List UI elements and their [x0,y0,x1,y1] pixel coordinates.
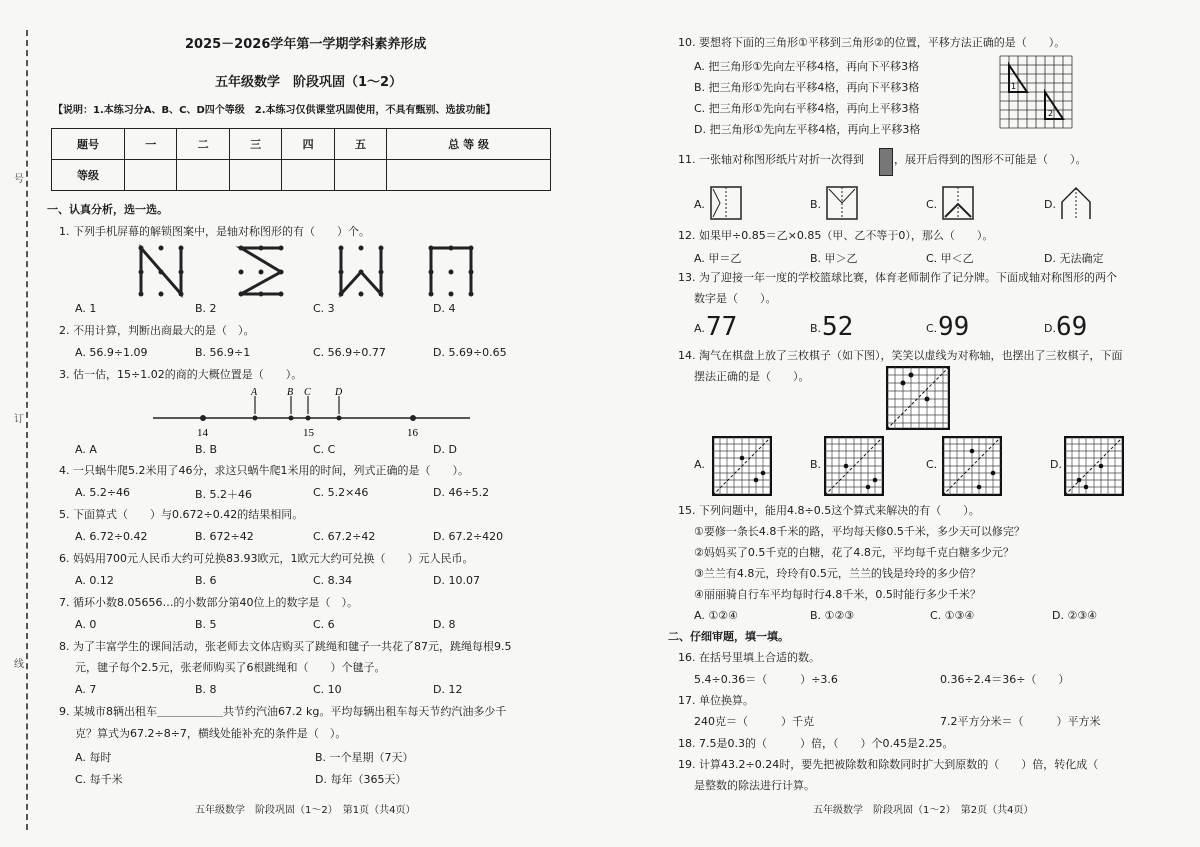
q8-option-b[interactable]: B. 8 [195,683,217,696]
q7-option-b[interactable]: B. 5 [195,618,217,631]
exam-subtitle: 五年级数学 阶段巩固（1～2） [215,75,403,90]
q3-option-a[interactable]: A. A [75,443,97,456]
q13-option-a[interactable]: A. [694,322,705,335]
grade-cell[interactable] [282,160,334,191]
q14-option-b[interactable]: B. [810,458,822,471]
q17-equation-2[interactable]: 7.2平方分米＝（ ）平方米 [940,715,1101,728]
q15-option-d[interactable]: D. ②③④ [1052,609,1098,622]
binding-mark-2: 订 [14,414,24,425]
q10-option-d[interactable]: D. 把三角形①先向左平移4格，再向上平移3格 [694,123,921,136]
q11-shape-c [942,186,974,220]
q16-text: 16. 在括号里填上合适的数。 [678,651,820,664]
q13-number-a: 77 [706,312,738,342]
q19-text-line2: 是整数的除法进行计算。 [694,779,815,792]
q3-number-line [145,386,475,440]
page-2-footer: 五年级数学 阶段巩固（1～2） 第2页（共4页） [813,805,1034,816]
grade-header-cell: 总 等 级 [387,129,551,160]
q4-option-c[interactable]: C. 5.2×46 [313,486,369,499]
q11-folded-shape [879,148,893,176]
q11-shape-d [1060,186,1092,220]
q7-option-c[interactable]: C. 6 [313,618,335,631]
q10-triangle-1-label: 1 [1011,82,1017,91]
q1-unlock-patterns [133,242,503,300]
q5-text: 5. 下面算式（ ）与0.672÷0.42的结果相同。 [59,508,304,521]
q2-text: 2. 不用计算，判断出商最大的是（ ）。 [59,324,255,337]
q17-equation-1[interactable]: 240克＝（ ）千克 [694,715,814,728]
q15-option-c[interactable]: C. ①③④ [930,609,975,622]
q14-chessboard-original [886,366,950,430]
q10-option-a[interactable]: A. 把三角形①先向左平移4格，再向下平移3格 [694,60,920,73]
grade-header-cell: 四 [282,129,334,160]
q13-option-c[interactable]: C. [926,322,938,335]
q11-option-c[interactable]: C. [926,198,938,211]
q8-text-line1: 8. 为了丰富学生的课间活动，张老师去文体店购买了跳绳和毽子一共花了87元，跳绳每根9.5 [59,640,512,653]
q13-text-line1: 13. 为了迎接一年一度的学校篮球比赛，体育老师制作了记分牌。下面成轴对称图形的两个 [678,271,1117,284]
q3-tick-16: 16 [407,427,418,439]
right-page [668,0,1188,847]
q3-option-d[interactable]: D. D [433,443,457,456]
q6-option-d[interactable]: D. 10.07 [433,574,480,587]
q14-option-a[interactable]: A. [694,458,705,471]
page-1-footer: 五年级数学 阶段巩固（1～2） 第1页（共4页） [195,805,416,816]
q14-chessboard-c [942,436,1002,496]
binding-mark-1: 号 [14,174,24,185]
q3-point-a: A [251,387,258,398]
q12-option-d[interactable]: D. 无法确定 [1044,252,1104,265]
q9-text-line2: 克？算式为67.2÷8÷7，横线处能补充的条件是（ ）。 [75,727,347,740]
q18-text[interactable]: 18. 7.5是0.3的（ ）倍，（ ）个0.45是2.25。 [678,737,954,750]
q15-option-a[interactable]: A. ①②④ [694,609,738,622]
q10-text: 10. 要想将下面的三角形①平移到三角形②的位置，平移方法正确的是（ ）。 [678,36,1066,49]
q11-option-a[interactable]: A. [694,198,705,211]
q1-option-d[interactable]: D. 4 [433,302,456,315]
q13-option-d[interactable]: D. [1044,322,1056,335]
q8-option-c[interactable]: C. 10 [313,683,342,696]
left-page [45,0,585,847]
section-2-heading: 二、仔细审题，填一填。 [668,630,789,643]
q19-text-line1[interactable]: 19. 计算43.2÷0.24时，要先把被除数和除数同时扩大到原数的（ ）倍，转化成（ [678,758,1099,771]
binding-line [26,30,29,830]
q10-translation-grid [998,54,1076,132]
q11-text-b: ，展开后得到的图形不可能是（ ）。 [894,153,1087,166]
q10-option-b[interactable]: B. 把三角形①先向右平移4格，再向下平移3格 [694,81,920,94]
grade-cell[interactable] [387,160,551,191]
grade-cell[interactable] [125,160,177,191]
q9-text-line1: 9. 某城市8辆出租车＿＿＿＿＿＿共节约汽油67.2 kg。平均每辆出租车每天节约汽油多少千 [59,705,507,718]
q4-text: 4. 一只蜗牛爬5.2米用了46分，求这只蜗牛爬1米用的时间，列式正确的是（ ）。 [59,464,469,477]
grade-row-label: 等级 [52,160,125,191]
q11-shape-b [826,186,858,220]
grade-cell[interactable] [334,160,386,191]
q6-text: 6. 妈妈用700元人民币大约可兑换83.93欧元，1欧元大约可兑换（ ）元人民币。 [59,552,474,565]
grade-header-cell: 一 [125,129,177,160]
q15-item-1: ①要修一条长4.8千米的路，平均每天修0.5千米，多少天可以修完？ [694,525,1025,538]
q7-text: 7. 循环小数8.05656…的小数部分第40位上的数字是（ ）。 [59,596,358,609]
q5-option-c[interactable]: C. 67.2÷42 [313,530,376,543]
grade-header-cell: 题号 [52,129,125,160]
q3-tick-14: 14 [197,427,208,439]
q4-option-d[interactable]: D. 46÷5.2 [433,486,490,499]
q16-equation-1[interactable]: 5.4÷0.36＝（ ）÷3.6 [694,673,838,686]
grade-table-row [52,160,551,191]
q1-option-c[interactable]: C. 3 [313,302,335,315]
q5-option-d[interactable]: D. 67.2÷420 [433,530,504,543]
q6-option-b[interactable]: B. 6 [195,574,217,587]
q8-option-a[interactable]: A. 7 [75,683,97,696]
q4-option-a[interactable]: A. 5.2÷46 [75,486,131,499]
q15-item-2: ②妈妈买了0.5千克的白糖，花了4.8元，平均每千克白糖多少元？ [694,546,1014,559]
q12-option-c[interactable]: C. 甲＜乙 [926,252,974,265]
q11-option-b[interactable]: B. [810,198,822,211]
q13-number-c: 99 [938,312,970,342]
q12-text: 12. 如果甲÷0.85＝乙×0.85（甲、乙不等于0），那么（ ）。 [678,229,994,242]
q2-option-d[interactable]: D. 5.69÷0.65 [433,346,507,359]
grade-header-cell: 三 [229,129,281,160]
q12-option-b[interactable]: B. 甲＞乙 [810,252,858,265]
q7-option-a[interactable]: A. 0 [75,618,97,631]
q10-triangle-2-label: 2 [1048,109,1054,118]
q13-text-line2: 数字是（ ）。 [694,292,777,305]
q7-option-d[interactable]: D. 8 [433,618,456,631]
q3-point-d: D [335,387,343,398]
q15-item-4: ④丽丽骑自行车平均每时行4.8千米，0.5时能行多少千米？ [694,588,981,601]
q2-option-c[interactable]: C. 56.9÷0.77 [313,346,386,359]
q15-option-b[interactable]: B. ①②③ [810,609,855,622]
grade-header-cell: 二 [177,129,229,160]
q13-number-b: 52 [822,312,854,342]
q1-option-b[interactable]: B. 2 [195,302,217,315]
q10-option-c[interactable]: C. 把三角形①先向右平移4格，再向上平移3格 [694,102,920,115]
q16-equation-2[interactable]: 0.36÷2.4＝36÷（ ） [940,673,1070,686]
q1-option-a[interactable]: A. 1 [75,302,97,315]
q9-option-b[interactable]: B. 一个星期（7天） [315,751,414,764]
q12-option-a[interactable]: A. 甲＝乙 [694,252,742,265]
q11-shape-a [710,186,742,220]
q15-text: 15. 下列问题中，能用4.8÷0.5这个算式来解决的有（ ）。 [678,504,980,517]
q14-text-line1: 14. 淘气在棋盘上放了三枚棋子（如下图），笑笑以虚线为对称轴，也摆出了三枚棋子，下面 [678,349,1123,362]
q3-point-c: C [304,387,311,398]
exam-note: 【说明：1.本练习分A、B、C、D四个等级 2.本练习仅供课堂巩固使用，不具有甄别、选拔功能】 [53,105,496,116]
q3-option-c[interactable]: C. C [313,443,336,456]
q2-option-a[interactable]: A. 56.9÷1.09 [75,346,148,359]
q6-option-a[interactable]: A. 0.12 [75,574,114,587]
binding-mark-3: 线 [14,659,24,670]
q11-option-d[interactable]: D. [1044,198,1056,211]
grade-cell[interactable] [177,160,229,191]
q9-option-c[interactable]: C. 每千米 [75,773,123,786]
q14-option-c[interactable]: C. [926,458,938,471]
q3-text: 3. 估一估，15÷1.02的商的大概位置是（ ）。 [59,368,303,381]
q14-chessboard-d [1064,436,1124,496]
grade-table [51,128,551,191]
q17-text: 17. 单位换算。 [678,694,754,707]
q4-option-b[interactable]: B. 5.2＋46 [195,488,253,501]
q1-text: 1. 下列手机屏幕的解锁图案中，是轴对称图形的有（ ）个。 [59,225,370,238]
q14-option-d[interactable]: D. [1050,458,1062,471]
exam-title: 2025－2026学年第一学期学科素养形成 [185,37,427,52]
q15-item-3: ③兰兰有4.8元，玲玲有0.5元，兰兰的钱是玲玲的多少倍？ [694,567,981,580]
q5-option-a[interactable]: A. 6.72÷0.42 [75,530,148,543]
q8-option-d[interactable]: D. 12 [433,683,463,696]
q13-number-d: 69 [1056,312,1088,342]
q14-chessboard-b [824,436,884,496]
q3-point-b: B [287,387,294,398]
grade-cell[interactable] [229,160,281,191]
q3-option-b[interactable]: B. B [195,443,218,456]
grade-header-cell: 五 [334,129,386,160]
q5-option-b[interactable]: B. 672÷42 [195,530,254,543]
q6-option-c[interactable]: C. 8.34 [313,574,353,587]
q14-chessboard-a [712,436,772,496]
q3-tick-15: 15 [303,427,314,439]
q8-text-line2: 元，毽子每个2.5元，张老师购买了6根跳绳和（ ）个毽子。 [75,661,386,674]
q11-text-a: 11. 一张轴对称图形纸片对折一次得到 [678,153,864,166]
q13-option-b[interactable]: B. [810,322,822,335]
q14-text-line2: 摆法正确的是（ ）。 [694,370,810,383]
q9-option-d[interactable]: D. 每年（365天） [315,773,407,786]
section-1-heading: 一、认真分析，选一选。 [47,203,168,216]
q9-option-a[interactable]: A. 每时 [75,751,112,764]
grade-table-header-row [52,129,551,160]
q2-option-b[interactable]: B. 56.9÷1 [195,346,251,359]
